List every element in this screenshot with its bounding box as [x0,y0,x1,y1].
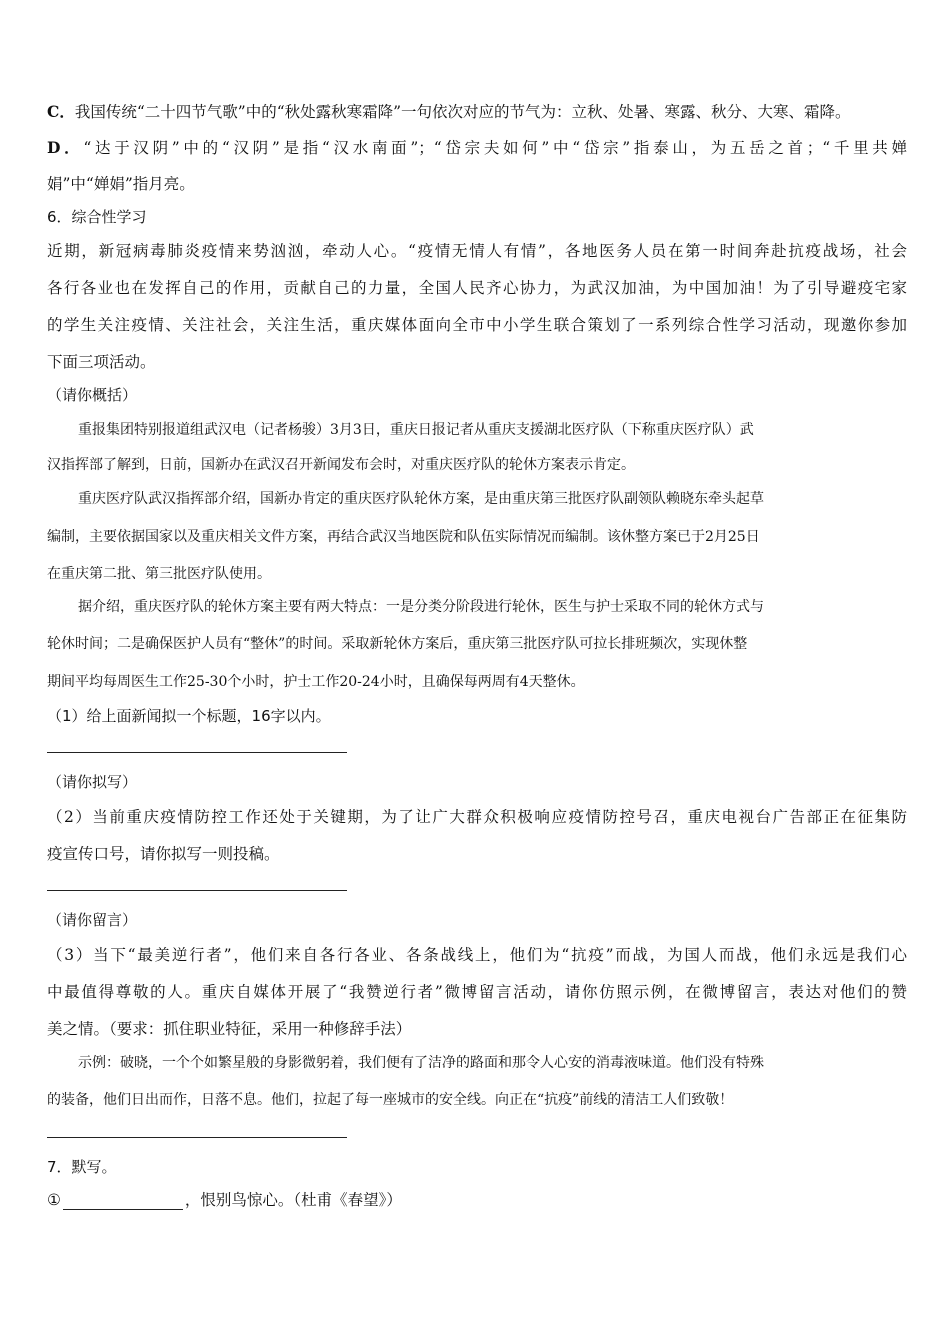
q6-intro-line-1: 近期，新冠病毒肺炎疫情来势汹汹，牵动人心。“疫情无情人有情”，各地医务人员在第一时间奔赴抗疫战场，社会 [47,242,907,260]
q6-intro-line-2: 各行各业也在发挥自己的作用，贡献自己的力量，全国人民齐心协力，为武汉加油，为中国加油！为了引导避疫宅家 [47,279,907,297]
answer-line-3[interactable] [47,1137,347,1138]
option-c [47,102,907,122]
sub-question-2-line-1: （2）当前重庆疫情防控工作还处于关键期，为了让广大群众积极响应疫情防控号召，重庆电视台广告部正在征集防 [47,808,907,826]
sub-question-3-line-1: （3）当下“最美逆行者”，他们来自各行各业、各条战线上，他们为“抗疫”而战，为国人而战，他们永远是我们心 [47,946,907,964]
option-c-text: 我国传统“二十四节气歌”中的“秋处露秋寒霜降”一句依次对应的节气为：立秋、处暑、寒露、秋分、大寒、霜降。 [74,103,851,121]
news-p2-line-3: 在重庆第二批、第三批医疗队使用。 [47,566,271,582]
q7-item-1 [47,1190,907,1210]
sub-question-3-line-3: 美之情。（要求：抓住职业特征，采用一种修辞手法） [47,1020,412,1038]
part2-label: （请你拟写） [47,773,138,791]
part1-label: （请你概括） [47,386,138,404]
sub-question-3-line-2: 中最值得尊敬的人。重庆自媒体开展了“我赞逆行者”微博留言活动，请你仿照示例，在微博留言，表达对他们的赞 [47,983,907,1001]
option-d-line-2: 娟”中“婵娟”指月亮。 [47,175,195,193]
option-d-text-1: “达于汉阴”中的“汉阴”是指“汉水南面”；“岱宗夫如何”中“岱宗”指泰山，为五岳之首；“千里共婵 [83,139,907,157]
example-line-2: 的装备，他们日出而作，日落不息。他们，拉起了每一座城市的安全线。向正在“抗疫”前线的清洁工人们致敬！ [47,1092,734,1108]
answer-line-2[interactable] [47,890,347,891]
option-d-line-1 [47,138,907,158]
q7-item-1-blank[interactable] [63,1193,183,1210]
part3-label: （请你留言） [47,911,138,929]
news-p3-line-3: 期间平均每周医生工作25-30个小时，护士工作20-24小时，且确保每两周有4天整休。 [47,674,585,690]
q6-intro-line-3: 的学生关注疫情、关注社会，关注生活，重庆媒体面向全市中小学生联合策划了一系列综合性学习活动，现邀你参加 [47,316,907,334]
sub-question-1: （1）给上面新闻拟一个标题，16字以内。 [47,707,331,725]
sub-question-2-line-2: 疫宣传口号，请你拟写一则投稿。 [47,845,280,863]
option-d-label: D． [47,138,84,157]
q7-item-1-marker: ① [47,1191,61,1209]
news-p1-line-1: 重报集团特别报道组武汉电（记者杨骏）3月3日，重庆日报记者从重庆支援湖北医疗队（下称重庆医疗队）武 [78,422,754,438]
news-p1-line-2: 汉指挥部了解到，日前，国新办在武汉召开新闻发布会时，对重庆医疗队的轮休方案表示肯定。 [47,457,635,473]
news-p3-line-1: 据介绍，重庆医疗队的轮休方案主要有两大特点：一是分类分阶段进行轮休，医生与护士采取不同的轮休方式与 [78,599,764,615]
news-p2-line-1: 重庆医疗队武汉指挥部介绍，国新办肯定的重庆医疗队轮休方案，是由重庆第三批医疗队副领队赖晓东牵头起草 [78,491,764,507]
example-line-1: 示例：破晓，一个个如繁星般的身影微躬着，我们便有了洁净的路面和那令人心安的消毒液味道。他们没有特殊 [78,1055,764,1071]
q6-heading: 6．综合性学习 [47,208,147,226]
q6-intro-line-4: 下面三项活动。 [47,353,156,371]
q7-heading: 7．默写。 [47,1158,117,1176]
option-c-label: C． [47,102,75,121]
answer-line-1[interactable] [47,752,347,753]
news-p2-line-2: 编制，主要依据国家以及重庆相关文件方案，再结合武汉当地医院和队伍实际情况而编制。该休整方案已于2月25日 [47,529,760,545]
news-p3-line-2: 轮休时间；二是确保医护人员有“整休”的时间。采取新轮休方案后，重庆第三批医疗队可拉长排班频次，实现休整 [47,636,748,652]
q7-item-1-text: ，恨别鸟惊心。（杜甫《春望》） [184,1191,402,1209]
